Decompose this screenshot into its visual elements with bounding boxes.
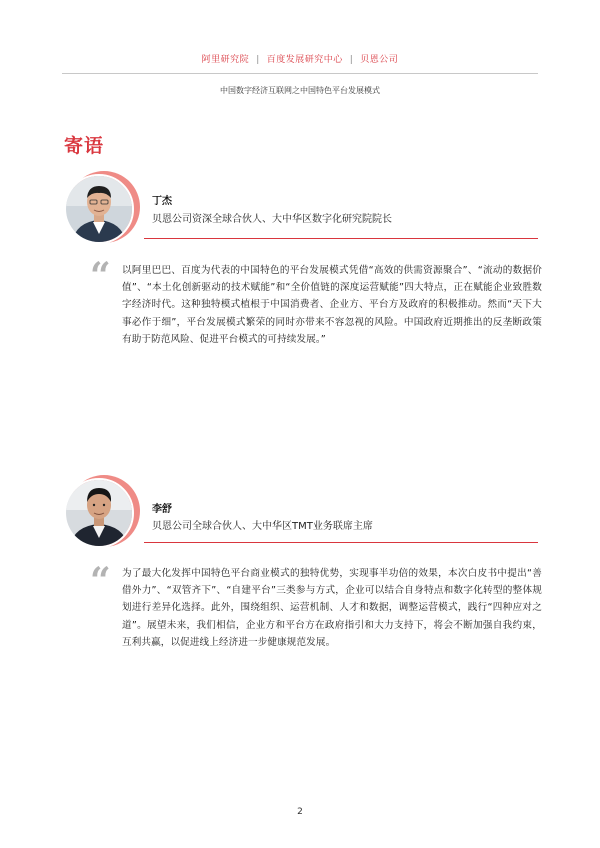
avatar bbox=[64, 478, 134, 548]
quote-mark-icon: “ bbox=[90, 255, 111, 297]
person-title: 贝恩公司资深全球合伙人、大中华区数字化研究院院长 bbox=[152, 214, 392, 225]
person-title: 贝恩公司全球合伙人、大中华区TMT业务联席主席 bbox=[152, 521, 373, 532]
org-separator: | bbox=[349, 55, 354, 65]
portrait-li-shu bbox=[68, 475, 140, 547]
person-divider bbox=[144, 542, 538, 543]
portrait-ding-jie bbox=[68, 171, 140, 243]
org-baidu: 百度发展研究中心 bbox=[266, 55, 343, 65]
org-separator: | bbox=[256, 55, 260, 65]
person-name: 丁杰 bbox=[152, 196, 172, 207]
header-divider bbox=[62, 73, 538, 74]
org-bain: 贝恩公司 bbox=[360, 55, 399, 65]
quote-text: 为了最大化发挥中国特色平台商业模式的独特优势，实现事半功倍的效果，本次白皮书中提出“善借外力”、“双管齐下”、“自建平台”三类参与方式，企业可以结合自身特点和数字化转型的整体规划进行差异化选择。此外，围绕组织、运营机制、人才和数据，调整运营模式，践行“四种应对之道”。展望未来，我们相信，企业方和平台方在政府指引和大力支持下，将会不断加强自我约束，互利共赢，以促进线上经济进一步健康规范发展。 bbox=[122, 568, 542, 648]
person-photo-icon bbox=[66, 480, 132, 546]
person-photo-icon bbox=[66, 176, 132, 242]
section-title: 寄语 bbox=[64, 135, 105, 157]
header-orgs bbox=[0, 52, 600, 65]
person-name: 李舒 bbox=[152, 504, 172, 515]
quote-mark-icon: “ bbox=[90, 560, 111, 602]
person-divider bbox=[144, 238, 538, 239]
org-aliresearch: 阿里研究院 bbox=[201, 55, 250, 65]
report-title: 中国数字经济互联网之中国特色平台发展模式 bbox=[220, 86, 380, 95]
avatar bbox=[64, 174, 134, 244]
page-number: 2 bbox=[297, 807, 303, 817]
quote-text: 以阿里巴巴、百度为代表的中国特色的平台发展模式凭借“高效的供需资源聚合”、“流动的数据价值”、“本土化创新驱动的技术赋能”和“全价值链的深度运营赋能”四大特点，正在赋能企业致胜数字经济时代。这种独特模式植根于中国消费者、企业方、平台方及政府的积极推动。然而“天下大事必作于细”，平台发展模式繁荣的同时亦带来不容忽视的风险。中国政府近期推出的反垄断政策有助于防范风险、促进平台模式的可持续发展。” bbox=[122, 265, 542, 345]
